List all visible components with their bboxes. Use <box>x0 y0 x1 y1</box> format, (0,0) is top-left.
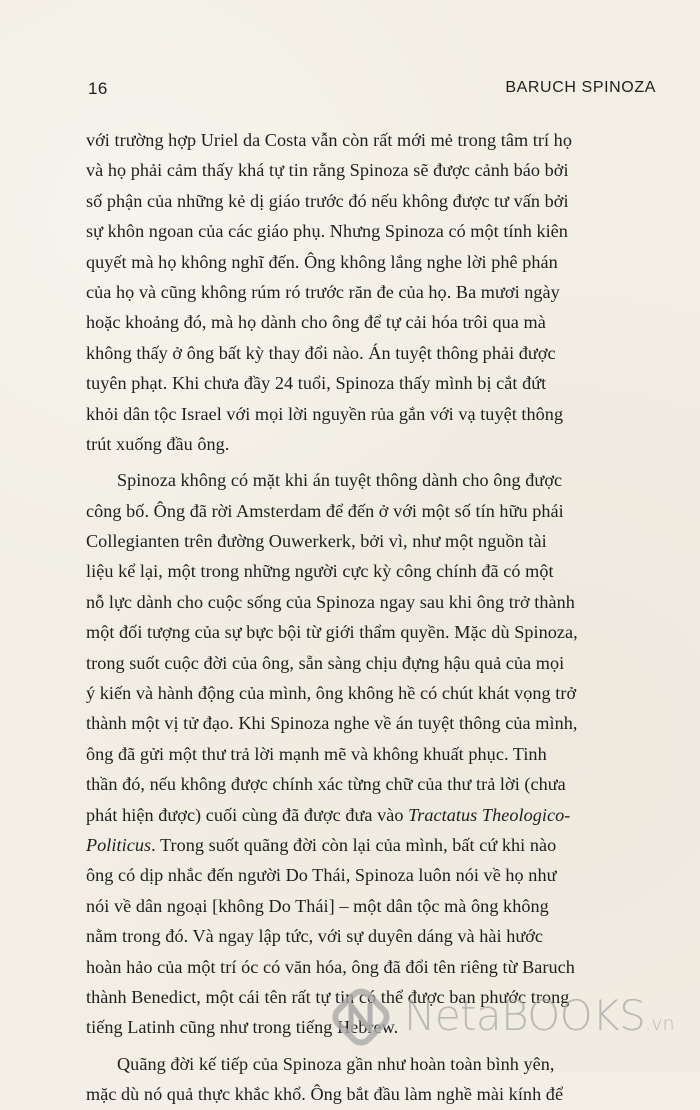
text-line: và họ phải cảm thấy khá tự tin rằng Spinoza sẽ được cảnh báo bởi <box>86 160 569 181</box>
text-line: sự khôn ngoan của các giáo phụ. Nhưng Spinoza có một tính kiên <box>86 221 568 242</box>
text-line: Collegianten trên đường Ouwerkerk, bởi vì, như một nguồn tài <box>86 531 547 552</box>
text-line: nói về dân ngoại [không Do Thái] – một dân tộc mà ông không <box>86 895 549 916</box>
text-line: ông có dịp nhắc đến người Do Thái, Spinoza luôn nói về họ như <box>86 865 557 886</box>
text-line: ông đã gửi một thư trả lời mạnh mẽ và không khuất phục. Tinh <box>86 743 547 764</box>
page-header <box>88 79 656 101</box>
text-line: hoặc khoảng đó, mà họ dành cho ông để tự cải hóa trôi qua mà <box>86 312 546 333</box>
text-line: của họ và cũng không rúm ró trước răn đe của họ. Ba mươi ngày <box>86 281 560 302</box>
paragraph-2 <box>86 465 688 1042</box>
text-line: tuyên phạt. Khi chưa đầy 24 tuổi, Spinoza thấy mình bị cắt đứt <box>86 373 547 394</box>
text-line: thành một vị tử đạo. Khi Spinoza nghe về án tuyệt thông của mình, <box>86 713 578 734</box>
book-title-italic: Tractatus Theologico- <box>408 804 571 825</box>
text-line: công bố. Ông đã rời Amsterdam để đến ở với một số tín hữu phái <box>86 500 564 521</box>
text-line: khỏi dân tộc Israel với mọi lời nguyền rủa gắn với vạ tuyệt thông <box>86 403 564 424</box>
body-text <box>86 125 688 1110</box>
text-line: Spinoza không có mặt khi án tuyệt thông dành cho ông được <box>117 470 563 491</box>
text-segment: phát hiện được) cuối cùng đã được đưa vào <box>86 804 404 825</box>
text-line: Quãng đời kế tiếp của Spinoza gần như hoàn toàn bình yên, <box>117 1053 555 1074</box>
text-line <box>86 800 688 830</box>
text-line: ý kiến và hành động của mình, ông không hề có chút khát vọng trở <box>86 683 577 704</box>
text-line: mặc dù nó quả thực khắc khổ. Ông bắt đầu làm nghề mài kính để <box>86 1084 564 1105</box>
paragraph-3 <box>86 1049 688 1110</box>
text-line: tiếng Latinh cũng như trong tiếng Hebrew. <box>86 1017 399 1038</box>
text-line: nằm trong đó. Và ngay lập tức, với sự duyên dáng và hài hước <box>86 926 544 947</box>
running-title: BARUCH SPINOZA <box>505 79 656 96</box>
text-line: với trường hợp Uriel da Costa vẫn còn rất mới mẻ trong tâm trí họ <box>86 130 572 150</box>
text-line: số phận của những kẻ dị giáo trước đó nếu không được tư vấn bởi <box>86 190 569 211</box>
text-line: quyết mà họ không nghĩ đến. Ông không lắng nghe lời phê phán <box>86 251 558 272</box>
text-line: trong suốt cuộc đời của ông, sẵn sàng chịu đựng hậu quả của mọi <box>86 652 565 673</box>
paragraph-1 <box>86 125 688 459</box>
text-line: nỗ lực dành cho cuộc sống của Spinoza ngay sau khi ông trở thành <box>86 591 575 612</box>
text-segment: . Trong suốt quãng đời còn lại của mình, bất cứ khi nào <box>151 834 557 855</box>
book-title-italic: Politicus <box>86 834 152 855</box>
text-line: không thấy ở ông bất kỳ thay đổi nào. Án tuyệt thông phải được <box>86 342 556 363</box>
watermark-domain: .vn <box>645 1013 675 1035</box>
text-line: hoàn hảo của một trí óc có văn hóa, ông đã đổi tên riêng từ Baruch <box>86 956 575 977</box>
text-line: thần đó, nếu không được chính xác từng chữ của thư trả lời (chưa <box>86 774 566 795</box>
text-line: liệu kể lại, một trong những người cực kỳ công chính đã có một <box>86 561 554 582</box>
text-line: trút xuống đầu ông. <box>86 433 230 454</box>
text-line <box>86 830 688 860</box>
text-line: một đối tượng của sự bực bội từ giới thẩm quyền. Mặc dù Spinoza, <box>86 622 578 643</box>
watermark-brand: NetaBOOKS <box>404 991 646 1040</box>
text-line: thành Benedict, một cái tên rất tự tin có thể được ban phước trong <box>86 986 570 1007</box>
page-number: 16 <box>88 79 108 98</box>
